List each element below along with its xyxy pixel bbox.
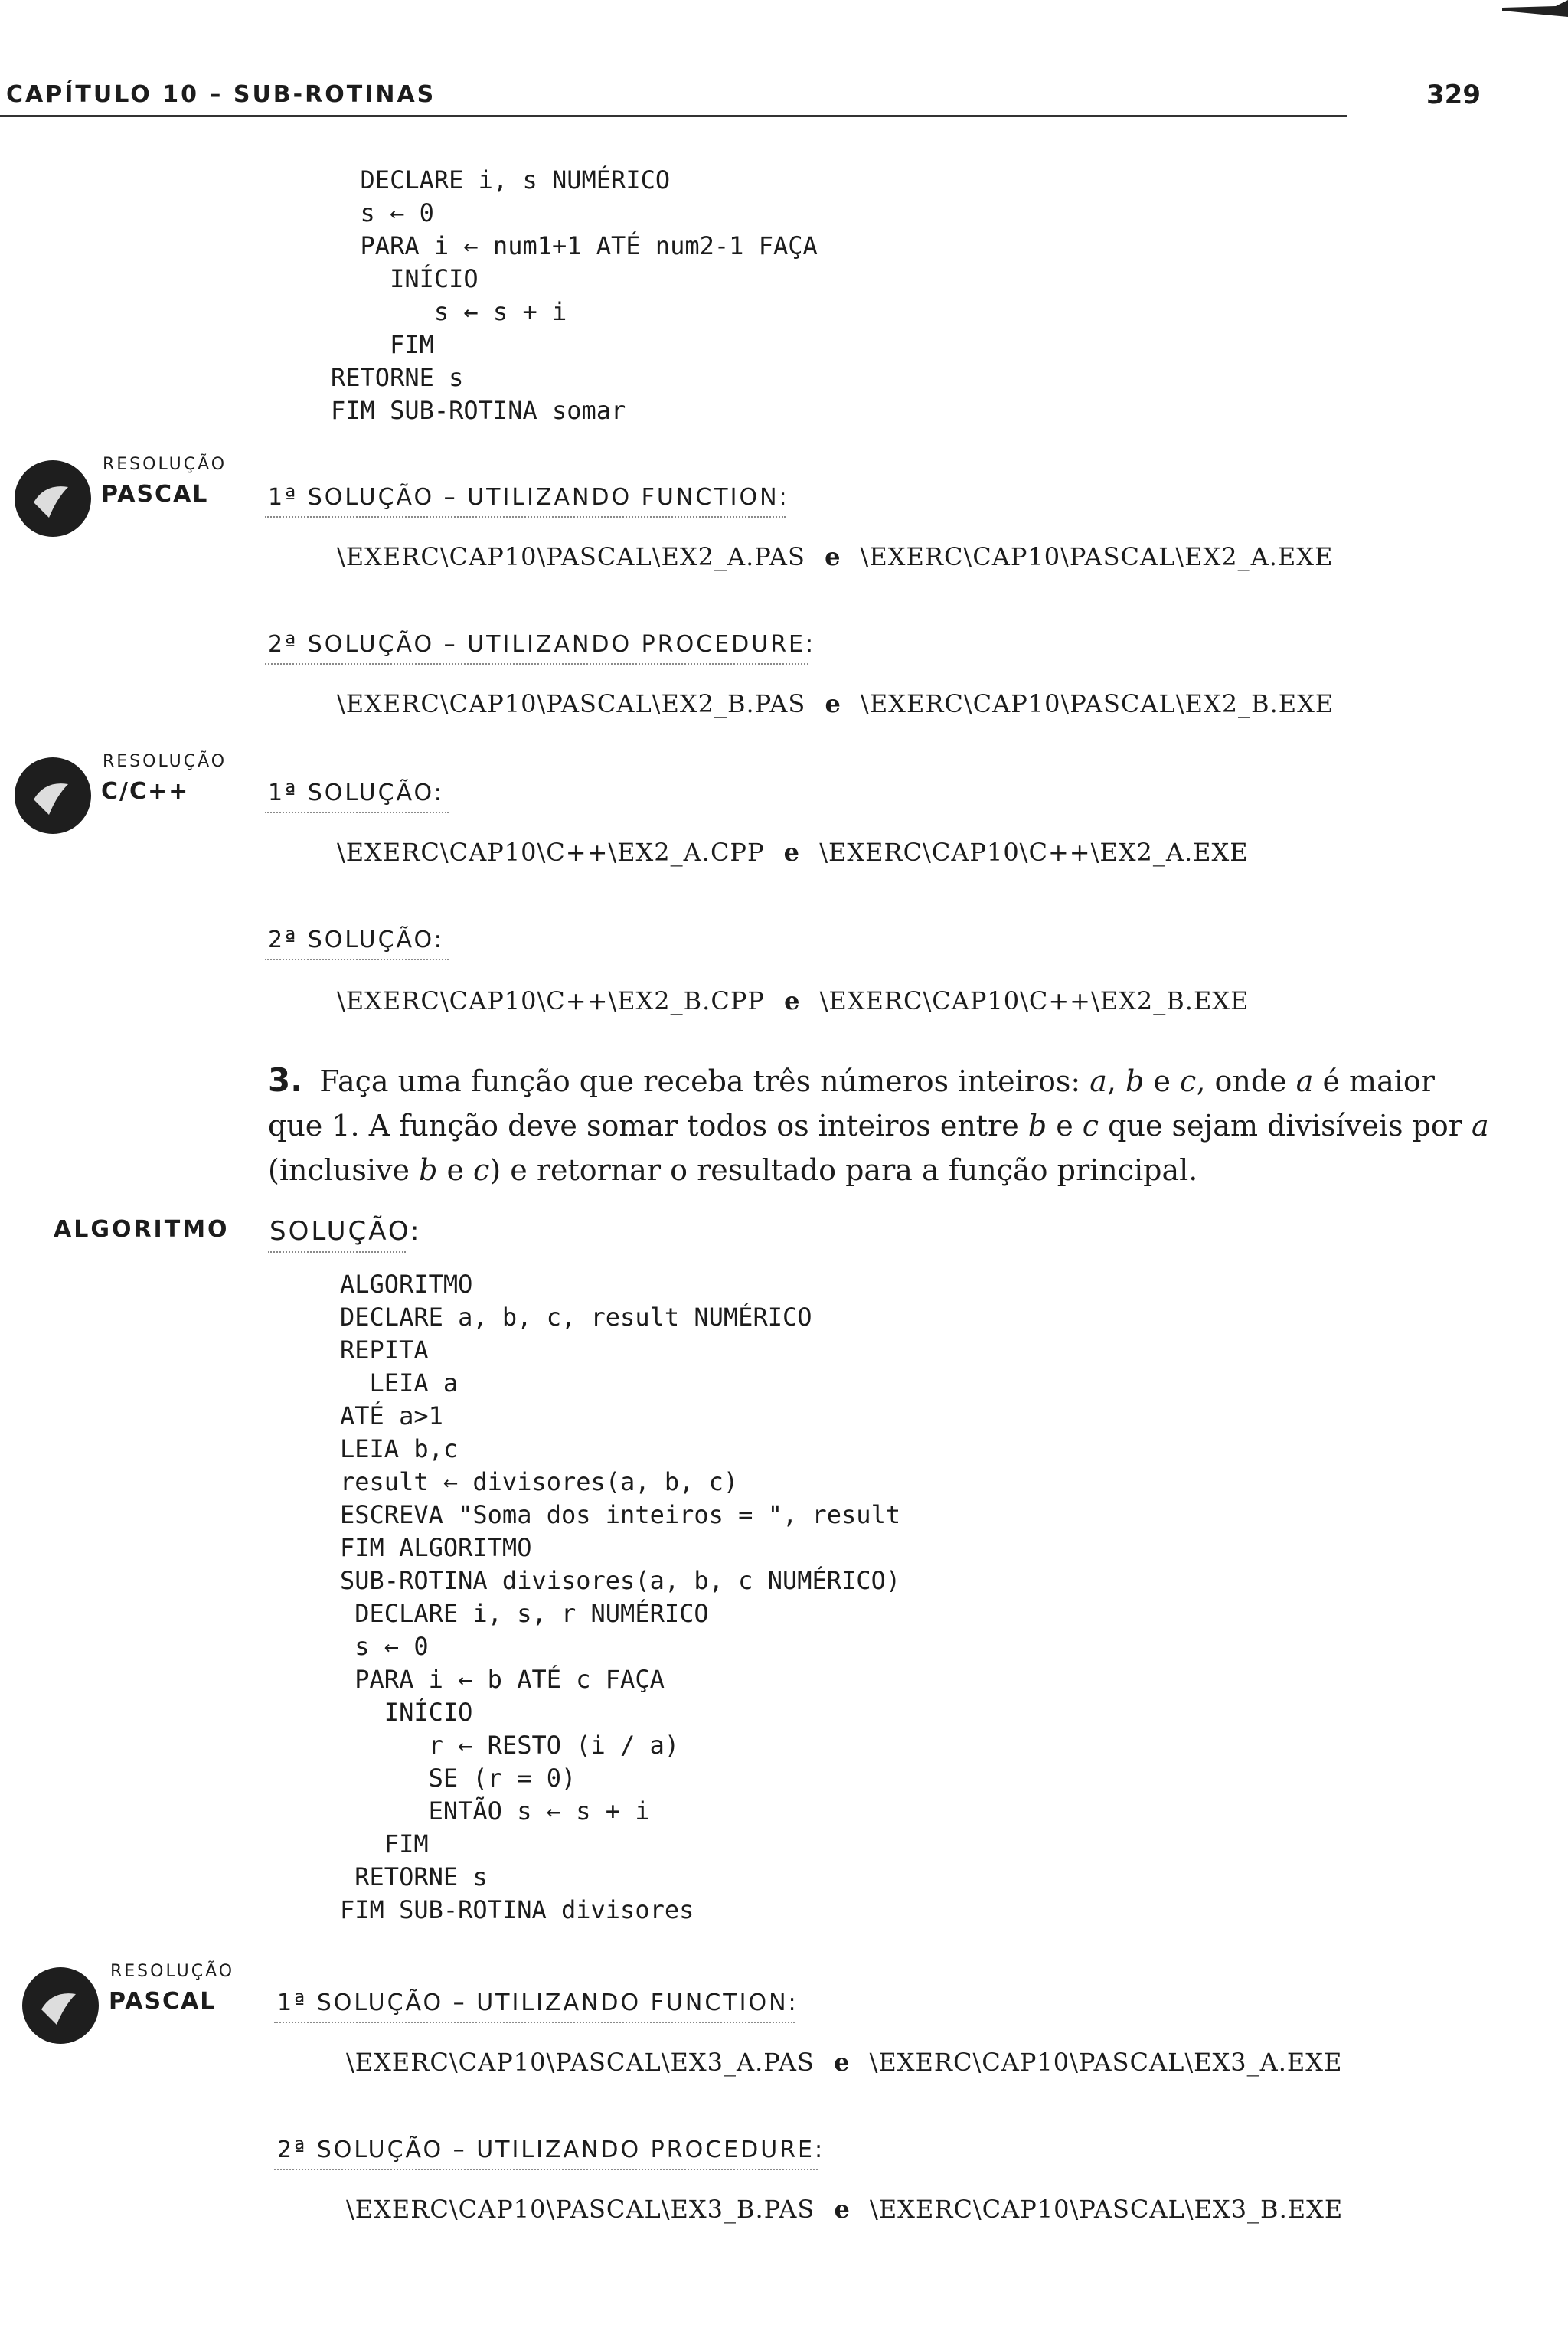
badge-resolucao-label: RESOLUÇÃO [103, 752, 227, 771]
ex2-pascal-sol1-heading: 1ª SOLUÇÃO – UTILIZANDO FUNCTION: [268, 484, 789, 511]
badge-resolucao-label: RESOLUÇÃO [110, 1962, 235, 1981]
file-joiner: e [834, 2048, 851, 2077]
code-block-somar: DECLARE i, s NUMÉRICO s ← 0 PARA i ← num1+1 ATÉ num2-1 FAÇA INÍCIO s ← s + i FIM RETORNE s FIM SUB-ROTINA somar [331, 165, 818, 425]
file-path: \EXERC\CAP10\C++\EX2_A.EXE [819, 838, 1249, 867]
ex2-pascal-sol2-heading: 2ª SOLUÇÃO – UTILIZANDO PROCEDURE: [268, 631, 816, 658]
statement-text: e [437, 1153, 474, 1187]
badge-language-label: PASCAL [101, 481, 209, 508]
file-path: \EXERC\CAP10\PASCAL\EX3_A.PAS [346, 2048, 815, 2077]
variable: c [1180, 1064, 1197, 1098]
resolution-disc-icon [11, 754, 95, 838]
ex2-cpp-sol2-heading: 2ª SOLUÇÃO: [268, 927, 444, 953]
exercise-number: 3. [268, 1061, 303, 1099]
heading-underline [265, 959, 449, 962]
statement-text: , [1106, 1064, 1126, 1098]
file-path: \EXERC\CAP10\PASCAL\EX2_A.PAS [337, 542, 805, 571]
file-path: \EXERC\CAP10\PASCAL\EX3_B.PAS [346, 2195, 815, 2224]
ex2-cpp-sol1-files [337, 838, 1249, 867]
heading-underline [265, 812, 449, 815]
file-joiner: e [834, 2195, 851, 2224]
ex2-pascal-sol1-files [337, 542, 1333, 571]
variable: c [473, 1153, 490, 1187]
badge-algoritmo: ALGORITMO [54, 1216, 230, 1243]
statement-text: , onde [1196, 1064, 1296, 1098]
variable: b [1125, 1064, 1145, 1098]
statement-text: que sejam divisíveis por [1099, 1109, 1472, 1143]
file-joiner: e [825, 689, 841, 718]
ex3-pascal-sol1-heading: 1ª SOLUÇÃO – UTILIZANDO FUNCTION: [277, 1989, 799, 2016]
badge-resolucao-pascal [11, 450, 240, 535]
variable: b [419, 1153, 438, 1187]
heading-underline [268, 1251, 406, 1254]
exercise-3-statement [268, 1058, 1493, 1192]
file-path: \EXERC\CAP10\C++\EX2_A.CPP [337, 838, 765, 867]
ex3-pascal-sol2-files [346, 2195, 1343, 2224]
badge-language-label: PASCAL [109, 1988, 217, 2015]
variable: a [1089, 1064, 1107, 1098]
statement-text: e [1047, 1109, 1083, 1143]
code-block-divisores: ALGORITMO DECLARE a, b, c, result NUMÉRICO REPITA LEIA a ATÉ a>1 LEIA b,c result ← divisores(a, b, c) ESCREVA "Soma dos inteiros = ", result FIM ALGORITMO SUB-ROTINA divisores(a, b, c NUMÉRICO) DECLARE i, s, r NUMÉRICO s ← 0 PARA i ← b ATÉ c FAÇA INÍCIO r ← RESTO (i / a) SE (r = 0) ENTÃO s ← s + i FIM RETORNE s FIM SUB-ROTINA divisores [340, 1270, 901, 1924]
file-joiner: e [783, 838, 801, 867]
file-path: \EXERC\CAP10\PASCAL\EX3_A.EXE [869, 2048, 1343, 2077]
statement-text: Faça uma função que receba três números inteiros: [319, 1064, 1090, 1098]
page-number: 329 [1426, 80, 1481, 110]
chapter-title: CAPÍTULO 10 – SUB-ROTINAS [6, 81, 436, 108]
header-rule [0, 115, 1348, 117]
variable: a [1471, 1109, 1489, 1143]
statement-text: é maior que 1. A função deve somar todos os inteiros entre [268, 1064, 1435, 1143]
resolution-disc-icon [18, 1963, 103, 2048]
file-path: \EXERC\CAP10\PASCAL\EX2_B.EXE [861, 689, 1334, 718]
ex2-pascal-sol2-files [337, 689, 1334, 718]
file-path: \EXERC\CAP10\PASCAL\EX3_B.EXE [870, 2195, 1344, 2224]
file-joiner: e [784, 986, 801, 1015]
ex3-pascal-sol1-files [346, 2048, 1342, 2077]
badge-language-label: C/C++ [101, 778, 190, 805]
ex2-cpp-sol2-files [337, 986, 1249, 1015]
badge-resolucao-pascal [18, 1957, 248, 2042]
file-joiner: e [825, 542, 841, 571]
solucao-heading: SOLUÇÃO: [270, 1216, 422, 1247]
heading-underline [265, 516, 786, 519]
badge-resolucao-label: RESOLUÇÃO [103, 455, 227, 474]
ex3-pascal-sol2-heading: 2ª SOLUÇÃO – UTILIZANDO PROCEDURE: [277, 2136, 825, 2163]
scan-corner-mark [1502, 0, 1568, 17]
variable: b [1027, 1109, 1047, 1143]
statement-text: (inclusive [268, 1153, 420, 1187]
statement-text: ) e retornar o resultado para a função principal. [489, 1153, 1198, 1187]
file-path: \EXERC\CAP10\C++\EX2_B.EXE [819, 986, 1250, 1015]
heading-underline [274, 2022, 795, 2025]
heading-underline [274, 2169, 818, 2172]
variable: c [1082, 1109, 1099, 1143]
badge-resolucao-cpp [11, 747, 240, 832]
statement-text: e [1144, 1064, 1181, 1098]
variable: a [1295, 1064, 1314, 1098]
file-path: \EXERC\CAP10\PASCAL\EX2_A.EXE [860, 542, 1334, 571]
file-path: \EXERC\CAP10\PASCAL\EX2_B.PAS [337, 689, 806, 718]
resolution-disc-icon [11, 456, 95, 541]
file-path: \EXERC\CAP10\C++\EX2_B.CPP [337, 986, 765, 1015]
heading-underline [265, 663, 808, 666]
ex2-cpp-sol1-heading: 1ª SOLUÇÃO: [268, 780, 444, 806]
